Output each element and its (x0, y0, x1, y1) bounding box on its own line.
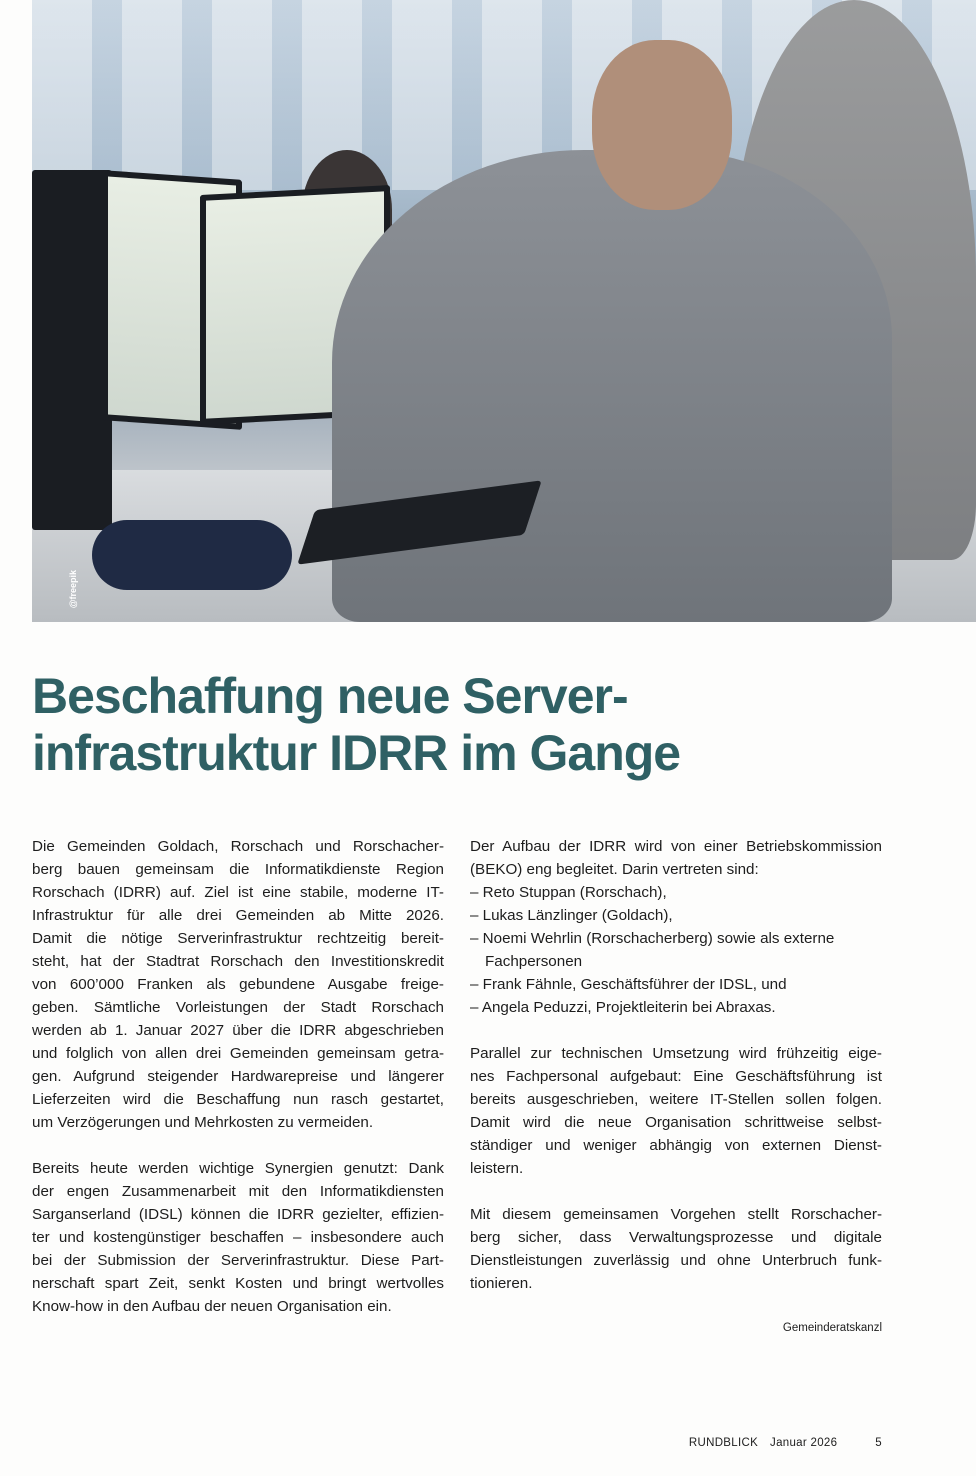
text-line: Parallel zur technischen Umsetzung wird frühzeitig eige- (470, 1045, 882, 1062)
paragraph (32, 835, 444, 1134)
text-line: bei der Submission der Serverinfrastruktur. Diese Part- (32, 1252, 444, 1269)
member-list-item: – Frank Fähnle, Geschäftsführer der IDSL, und (470, 976, 787, 993)
right-column (470, 835, 882, 1318)
text-line: und folglich von allen drei Gemeinden gemeinsam getra- (32, 1045, 444, 1062)
text-line: tionieren. (470, 1275, 533, 1292)
text-line: der engen Zusammenarbeit mit den Informatikdiensten (32, 1183, 444, 1200)
paragraph (470, 1042, 882, 1180)
text-line: berg sicher, dass Verwaltungsprozesse und digitale (470, 1229, 882, 1246)
member-list-item: – Angela Peduzzi, Projektleiterin bei Abraxas. (470, 999, 776, 1016)
text-line: Infrastruktur für alle drei Gemeinden ab Mitte 2026. (32, 907, 444, 924)
text-line: Damit die nötige Serverinfrastruktur rechtzeitig bereit- (32, 930, 444, 947)
issue-date: Januar 2026 (770, 1437, 838, 1449)
paragraph (470, 1203, 882, 1295)
title-line: Beschaffung neue Server- (32, 668, 628, 724)
paragraph (32, 1157, 444, 1318)
text-line: ständiger und weniger abhängig von externen Dienst- (470, 1137, 882, 1154)
text-line: Sarganserland (IDSL) können die IDRR gezielter, effizien- (32, 1206, 444, 1223)
person-seated-hoodie (332, 150, 892, 622)
page-footer (677, 1437, 882, 1449)
text-line: (BEKO) eng begleitet. Darin vertreten sind: (470, 861, 759, 878)
photo-credit: @freepik (68, 570, 78, 609)
text-line: Damit wird die neue Organisation schrittweise selbst- (470, 1114, 882, 1131)
text-line: um Verzögerungen und Mehrkosten zu vermeiden. (32, 1114, 374, 1131)
text-line: Mit diesem gemeinsamen Vorgehen stellt Rorschacher- (470, 1206, 882, 1223)
person-head (592, 40, 732, 210)
text-line: nes Fachpersonal aufgebaut: Eine Geschäftsführung ist (470, 1068, 882, 1085)
member-list-item: – Lukas Länzlinger (Goldach), (470, 907, 673, 924)
article-title (32, 668, 680, 782)
page-number: 5 (875, 1437, 882, 1449)
text-line: gen. Aufgrund steigender Hardwarepreise und längerer (32, 1068, 444, 1085)
text-line: Rorschach (IDRR) auf. Ziel ist eine stabile, moderne IT- (32, 884, 444, 901)
text-line: werden ab 1. Januar 2027 über die IDRR abgeschrieben (32, 1022, 444, 1039)
text-line: Der Aufbau der IDRR wird von einer Betriebskommission (470, 838, 882, 855)
text-line: bereits ausgeschrieben, weitere IT-Stellen sollen folgen. (470, 1091, 882, 1108)
text-line: leistern. (470, 1160, 524, 1177)
text-line: Dienstleistungen zuverlässig und ohne Unterbruch funk- (470, 1252, 882, 1269)
text-line: berg bauen gemeinsam die Informatikdienste Region (32, 861, 444, 878)
publication-name: RUNDBLICK (688, 1437, 759, 1449)
member-list-item: – Reto Stuppan (Rorschach), (470, 884, 667, 901)
text-line: Lieferzeiten wird die Beschaffung nun rasch gestartet, (32, 1091, 444, 1108)
text-line: Know-how in den Aufbau der neuen Organisation ein. (32, 1298, 392, 1315)
text-line: geben. Sämtliche Vorleistungen der Stadt Rorschach (32, 999, 444, 1016)
text-line: Bereits heute werden wichtige Synergien genutzt: Dank (32, 1160, 444, 1177)
intro-paragraph (470, 835, 882, 1019)
monitor-left (32, 170, 112, 530)
signature: Gemeinderatskanzl (782, 1322, 882, 1334)
text-line: von 600’000 Franken als gebundene Ausgabe freige- (32, 976, 444, 993)
headphones (92, 520, 292, 590)
text-line: ter und kostengünstiger beschaffen – insbesondere auch (32, 1229, 444, 1246)
text-line: steht, hat der Stadtrat Rorschach den Investitionskredit (32, 953, 444, 970)
text-line: Die Gemeinden Goldach, Rorschach und Rorschacher- (32, 838, 444, 855)
header-photo (32, 0, 976, 622)
title-line: infrastruktur IDRR im Gange (32, 725, 681, 781)
text-line: nerschaft spart Zeit, senkt Kosten und bringt wertvolles (32, 1275, 444, 1292)
member-list-item: – Noemi Wehrlin (Rorschacherberg) sowie als externe Fachpersonen (470, 930, 835, 970)
left-column (32, 835, 444, 1341)
